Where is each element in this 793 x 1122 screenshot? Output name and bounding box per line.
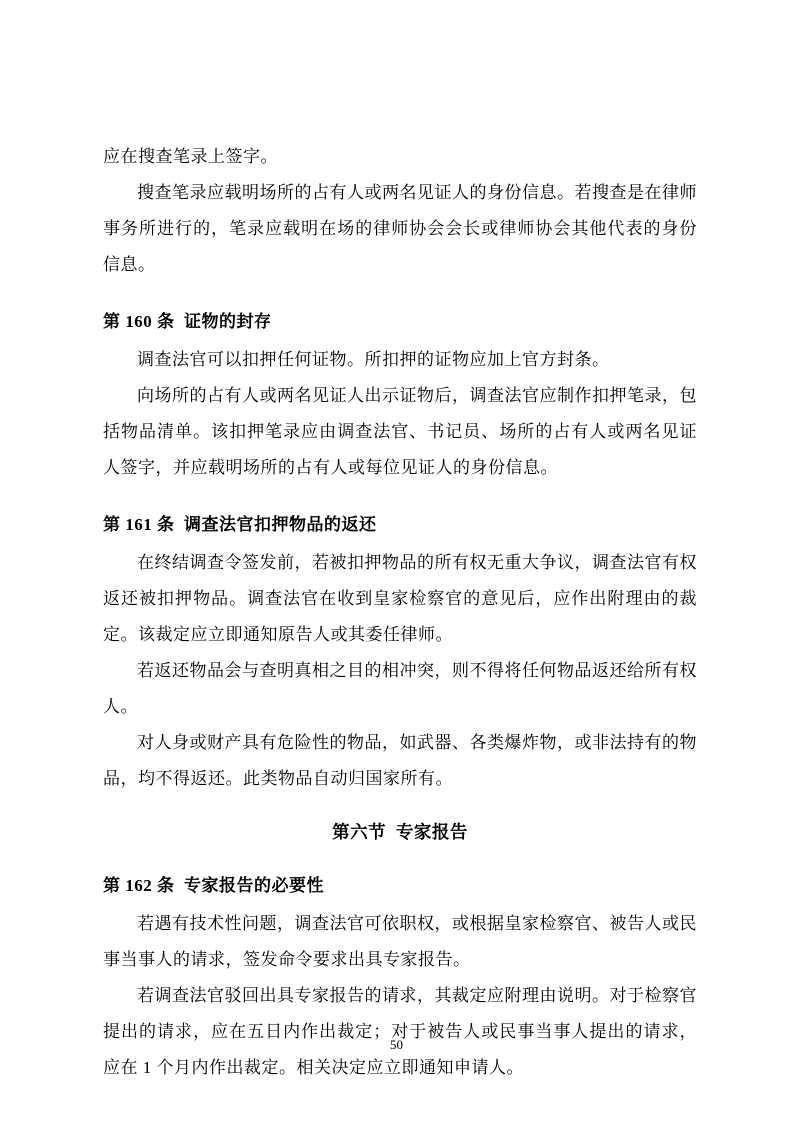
page-number: 50 — [390, 1037, 403, 1052]
article-161-paragraph-2: 若返还物品会与查明真相之目的相冲突，则不得将任何物品返还给所有权人。 — [103, 661, 697, 716]
intro-paragraph-continuation: 应在搜查笔录上签字。 — [103, 147, 278, 166]
article-160-heading: 第 160 条 证物的封存 — [103, 312, 272, 331]
article-160-paragraph-2: 向场所的占有人或两名见证人出示证物后，调查法官应制作扣押笔录，包括物品清单。该扣押笔录应由调查法官、书记员、场所的占有人或两名见证人签字，并应载明场所的占有人或每位见证人的身份信息。 — [103, 386, 697, 477]
article-162-heading: 第 162 条 专家报告的必要性 — [103, 876, 324, 895]
article-160-paragraph-1: 调查法官可以扣押任何证物。所扣押的证物应加上官方封条。 — [137, 350, 610, 369]
page-content — [103, 139, 697, 1086]
section-6-heading: 第六节 专家报告 — [332, 822, 468, 842]
article-161-paragraph-3: 对人身或财产具有危险性的物品，如武器、各类爆炸物，或非法持有的物品，均不得返还。此类物品自动归国家所有。 — [103, 733, 697, 788]
intro-paragraph-search-record: 搜查笔录应载明场所的占有人或两名见证人的身份信息。若搜查是在律师事务所进行的，笔录应载明在场的律师协会会长或律师协会其他代表的身份信息。 — [103, 183, 697, 274]
article-162-paragraph-1: 若遇有技术性问题，调查法官可依职权，或根据皇家检察官、被告人或民事当事人的请求，签发命令要求出具专家报告。 — [103, 914, 697, 969]
article-162-paragraph-2: 若调查法官驳回出具专家报告的请求，其裁定应附理由说明。对于检察官提出的请求，应在五日内作出裁定；对于被告人或民事当事人提出的请求，应在 1 个月内作出裁定。相关决定应立即通知申请人。 — [103, 986, 697, 1077]
article-161-paragraph-1: 在终结调查令签发前，若被扣押物品的所有权无重大争议，调查法官有权返还被扣押物品。调查法官在收到皇家检察官的意见后，应作出附理由的裁定。该裁定应立即通知原告人或其委任律师。 — [103, 553, 697, 644]
article-161-heading: 第 161 条 调查法官扣押物品的返还 — [103, 515, 377, 534]
